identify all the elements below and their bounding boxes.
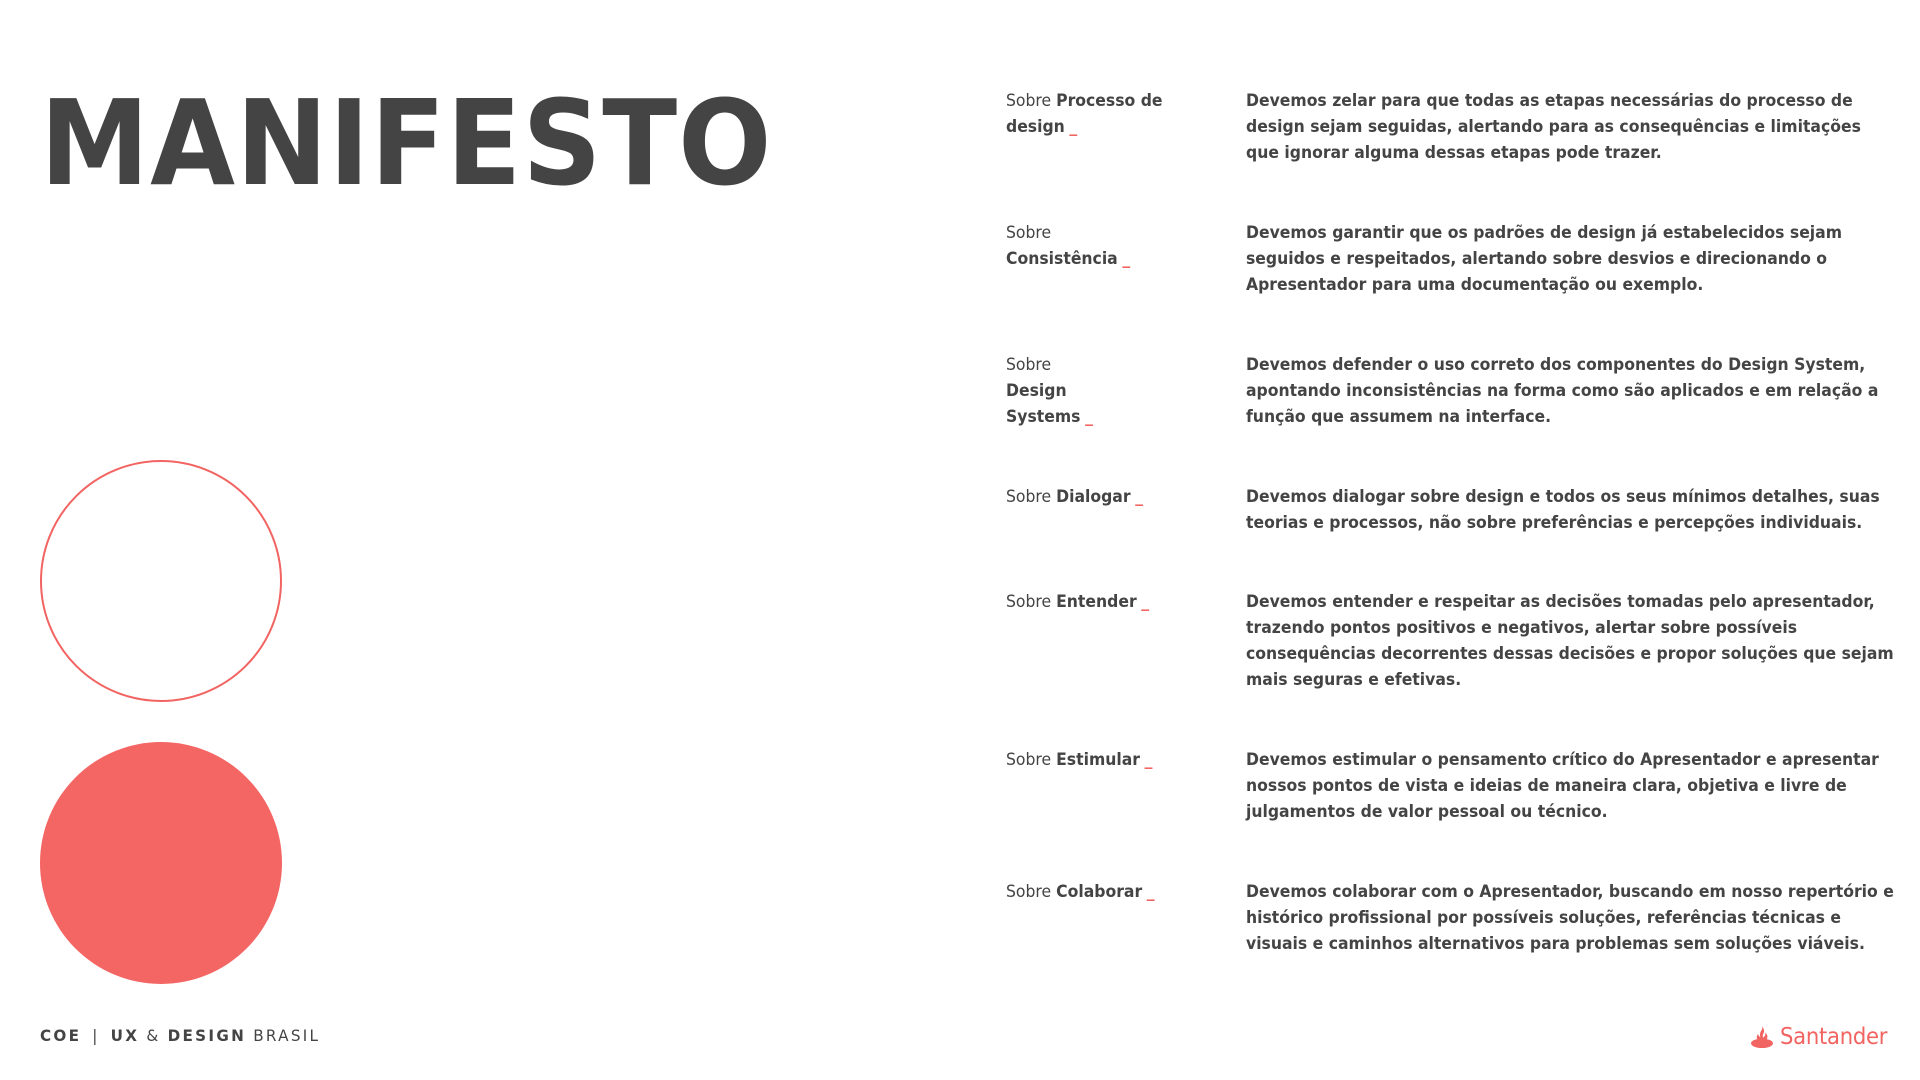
brand-name: Santander bbox=[1779, 1024, 1887, 1050]
item-keyword: Dialogar bbox=[1056, 487, 1131, 507]
item-label bbox=[1006, 589, 1190, 615]
item-keyword: Estimular bbox=[1056, 750, 1141, 770]
footer-coe-ux-design bbox=[40, 1026, 320, 1045]
item-keyword: Design Systems bbox=[1006, 381, 1081, 427]
item-label bbox=[1006, 747, 1190, 773]
item-prefix: Sobre bbox=[1006, 355, 1052, 375]
item-prefix: Sobre bbox=[1006, 882, 1052, 902]
footer-design: DESIGN bbox=[167, 1026, 247, 1045]
item-label bbox=[1006, 88, 1190, 140]
item-prefix: Sobre bbox=[1006, 487, 1052, 507]
item-marker: _ bbox=[1141, 592, 1150, 612]
item-keyword: Consistência bbox=[1006, 249, 1118, 269]
item-keyword: Entender bbox=[1056, 592, 1137, 612]
footer-coe: COE bbox=[40, 1026, 82, 1045]
santander-logo bbox=[1750, 1024, 1896, 1050]
item-prefix: Sobre bbox=[1006, 592, 1052, 612]
item-description: Devemos estimular o pensamento crítico do Apresentador e apresentar nossos pontos de vista e ideias de maneira clara, objetiva e livre de julgamentos de valor pessoal ou técnico. bbox=[1246, 750, 1879, 822]
santander-flame-icon bbox=[1750, 1025, 1774, 1049]
item-keyword: Colaborar bbox=[1056, 882, 1143, 902]
item-description: Devemos garantir que os padrões de design já estabelecidos sejam seguidos e respeitados, alertando sobre desvios e direcionando o Apresentador para uma documentação ou exemplo. bbox=[1246, 223, 1843, 295]
item-label bbox=[1006, 352, 1116, 430]
item-description: Devemos defender o uso correto dos componentes do Design System, apontando inconsistências na forma como são aplicados e em relação a função que assumem na interface. bbox=[1246, 355, 1879, 427]
item-marker: _ bbox=[1122, 249, 1131, 269]
item-label bbox=[1006, 879, 1190, 905]
item-marker: _ bbox=[1146, 882, 1155, 902]
item-marker: _ bbox=[1135, 487, 1144, 507]
filled-circle-decoration bbox=[40, 742, 282, 984]
item-label bbox=[1006, 220, 1131, 272]
item-marker: _ bbox=[1144, 750, 1153, 770]
outline-circle-decoration bbox=[40, 460, 282, 702]
item-description: Devemos dialogar sobre design e todos os seus mínimos detalhes, suas teorias e processos, não sobre preferências e percepções individuais. bbox=[1246, 487, 1880, 533]
item-prefix: Sobre bbox=[1006, 223, 1052, 243]
item-label bbox=[1006, 484, 1190, 510]
footer-amp: & bbox=[146, 1026, 161, 1045]
item-description: Devemos zelar para que todas as etapas necessárias do processo de design sejam seguidas, alertando para as consequências e limitações que ignorar alguma dessas etapas pode trazer. bbox=[1246, 91, 1861, 163]
item-marker: _ bbox=[1085, 407, 1093, 427]
item-description: Devemos entender e respeitar as decisões tomadas pelo apresentador, trazendo pontos positivos e negativos, alertar sobre possíveis consequências decorrentes dessas decisões e propor soluções que sejam mais seguras e efetivas. bbox=[1246, 592, 1894, 690]
item-marker: _ bbox=[1069, 117, 1078, 137]
page-title: MANIFESTO bbox=[40, 74, 773, 212]
footer-ux: UX bbox=[110, 1026, 140, 1045]
item-description: Devemos colaborar com o Apresentador, buscando em nosso repertório e histórico profissional por possíveis soluções, referências técnicas e visuais e caminhos alternativos para problemas sem soluções viáveis. bbox=[1246, 882, 1894, 954]
item-keyword: Processo de design bbox=[1006, 91, 1163, 137]
footer-brasil: BRASIL bbox=[253, 1026, 321, 1045]
item-prefix: Sobre bbox=[1006, 750, 1052, 770]
footer-separator: | bbox=[92, 1026, 100, 1045]
item-prefix: Sobre bbox=[1006, 91, 1052, 111]
